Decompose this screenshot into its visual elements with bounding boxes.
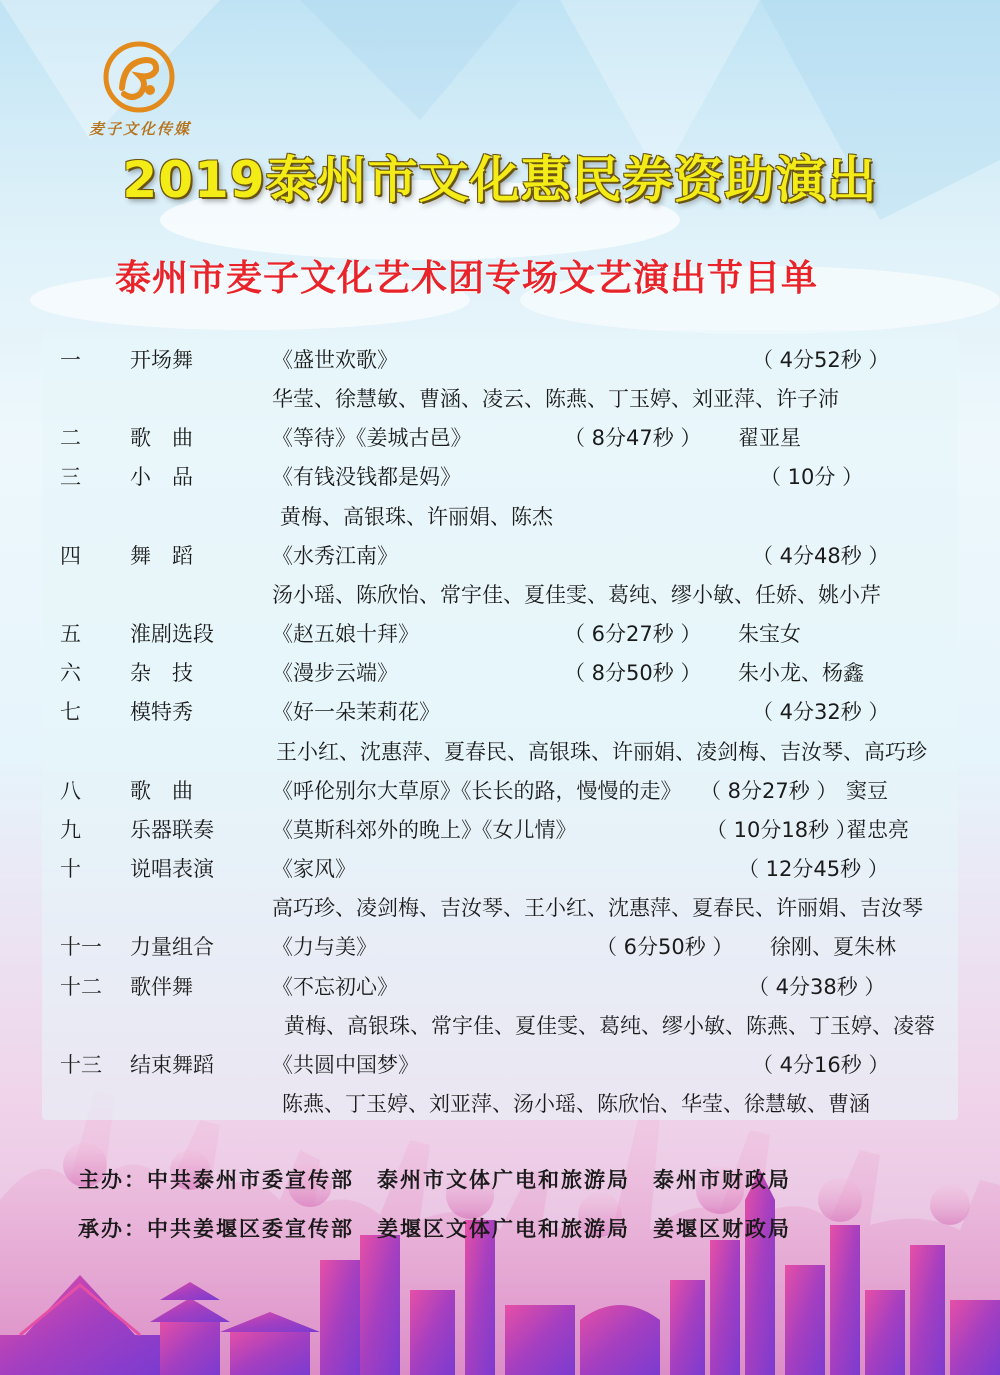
program-item bbox=[0, 692, 1000, 732]
item-number: 九 bbox=[60, 818, 81, 842]
item-title: 《漫步云端》 bbox=[272, 661, 398, 685]
item-title: 《不忘初心》 bbox=[272, 975, 398, 999]
item-title: 《有钱没钱都是妈》 bbox=[272, 465, 461, 489]
item-duration: （ 10分18秒 ） bbox=[706, 818, 857, 842]
item-performers-row bbox=[0, 1006, 1000, 1046]
item-title: 《水秀江南》 bbox=[272, 544, 398, 568]
logo-text: 麦子文化传媒 bbox=[88, 120, 191, 138]
item-duration: （ 10分 ） bbox=[760, 465, 864, 489]
item-title: 《等待》《姜城古邑》 bbox=[272, 426, 472, 450]
item-type: 淮剧选段 bbox=[130, 622, 214, 646]
program-item bbox=[0, 849, 1000, 889]
item-title: 《呼伦别尔大草原》《长长的路，慢慢的走》 bbox=[272, 779, 682, 803]
item-performers: 陈燕、丁玉婷、刘亚萍、汤小瑶、陈欣怡、华莹、徐慧敏、曹涵 bbox=[282, 1092, 870, 1116]
item-type: 结束舞蹈 bbox=[130, 1053, 214, 1077]
item-performers-row bbox=[0, 888, 1000, 928]
item-performers: 黄梅、高银珠、许丽娟、陈杰 bbox=[280, 505, 553, 529]
item-number: 八 bbox=[60, 779, 81, 803]
item-type: 乐器联奏 bbox=[130, 818, 214, 842]
item-number: 十一 bbox=[60, 935, 102, 959]
item-performers: 翟忠亮 bbox=[846, 818, 909, 842]
item-performers-row bbox=[0, 497, 1000, 537]
item-duration: （ 4分16秒 ） bbox=[752, 1053, 890, 1077]
item-duration: （ 12分45秒 ） bbox=[738, 857, 889, 881]
item-performers: 黄梅、高银珠、常宇佳、夏佳雯、葛纯、缪小敏、陈燕、丁玉婷、凌蓉 bbox=[284, 1014, 935, 1038]
item-type: 说唱表演 bbox=[130, 857, 214, 881]
item-title: 《赵五娘十拜》 bbox=[272, 622, 419, 646]
item-duration: （ 6分50秒 ） bbox=[596, 935, 734, 959]
program-item bbox=[0, 1045, 1000, 1085]
item-performers: 汤小瑶、陈欣怡、常宇佳、夏佳雯、葛纯、缪小敏、任娇、姚小芹 bbox=[272, 583, 881, 607]
item-duration: （ 6分27秒 ） bbox=[564, 622, 702, 646]
item-number: 十 bbox=[60, 857, 81, 881]
program-item bbox=[0, 340, 1000, 380]
item-performers: 朱宝女 bbox=[738, 622, 801, 646]
program-item bbox=[0, 653, 1000, 693]
cctv-tower bbox=[320, 1260, 360, 1375]
item-type: 舞 蹈 bbox=[130, 544, 193, 568]
item-type: 小 品 bbox=[130, 465, 193, 489]
program-item bbox=[0, 771, 1000, 811]
program-item bbox=[0, 536, 1000, 576]
swirl-logo-icon bbox=[102, 40, 176, 114]
page-title: 2019泰州市文化惠民券资助演出 bbox=[122, 151, 878, 209]
item-duration: （ 4分48秒 ） bbox=[752, 544, 890, 568]
item-title: 《莫斯科郊外的晚上》《女儿情》 bbox=[272, 818, 577, 842]
item-performers: 华莹、徐慧敏、曹涵、凌云、陈燕、丁玉婷、刘亚萍、许子沛 bbox=[272, 387, 839, 411]
item-title: 《力与美》 bbox=[272, 935, 377, 959]
item-performers: 朱小龙、杨鑫 bbox=[738, 661, 864, 685]
item-duration: （ 8分47秒 ） bbox=[564, 426, 702, 450]
item-title: 《好一朵茉莉花》 bbox=[272, 700, 440, 724]
item-performers: 翟亚星 bbox=[738, 426, 801, 450]
item-performers: 窦豆 bbox=[846, 779, 888, 803]
pagoda-base bbox=[160, 1320, 220, 1375]
item-type: 歌 曲 bbox=[130, 779, 193, 803]
item-performers: 徐刚、夏朱林 bbox=[770, 935, 896, 959]
spire-tower bbox=[745, 1170, 775, 1375]
page-subtitle: 泰州市麦子文化艺术团专场文艺演出节目单 bbox=[115, 258, 819, 299]
item-duration: （ 4分32秒 ） bbox=[752, 700, 890, 724]
item-duration: （ 8分50秒 ） bbox=[564, 661, 702, 685]
item-performers-row bbox=[0, 1084, 1000, 1124]
item-number: 四 bbox=[60, 544, 81, 568]
program-item bbox=[0, 810, 1000, 850]
item-type: 模特秀 bbox=[130, 700, 193, 724]
item-number: 七 bbox=[60, 700, 81, 724]
item-duration: （ 8分27秒 ） bbox=[700, 779, 838, 803]
logo bbox=[80, 40, 200, 150]
item-type: 力量组合 bbox=[130, 935, 214, 959]
host-organizers: 主办：中共泰州市委宣传部 泰州市文体广电和旅游局 泰州市财政局 bbox=[78, 1168, 791, 1192]
item-number: 六 bbox=[60, 661, 81, 685]
item-title: 《盛世欢歌》 bbox=[272, 348, 398, 372]
item-number: 五 bbox=[60, 622, 81, 646]
program-item bbox=[0, 614, 1000, 654]
item-number: 二 bbox=[60, 426, 81, 450]
program-item bbox=[0, 967, 1000, 1007]
item-number: 三 bbox=[60, 465, 81, 489]
item-performers: 高巧珍、凌剑梅、吉汝琴、王小红、沈惠萍、夏春民、许丽娟、吉汝琴 bbox=[272, 896, 923, 920]
item-duration: （ 4分52秒 ） bbox=[752, 348, 890, 372]
item-performers: 王小红、沈惠萍、夏春民、高银珠、许丽娟、凌剑梅、吉汝琴、高巧珍 bbox=[276, 740, 927, 764]
item-type: 开场舞 bbox=[130, 348, 193, 372]
item-number: 十三 bbox=[60, 1053, 102, 1077]
item-type: 歌伴舞 bbox=[130, 975, 193, 999]
dome bbox=[580, 1305, 660, 1375]
item-duration: （ 4分38秒 ） bbox=[748, 975, 886, 999]
undertaker-organizers: 承办：中共姜堰区委宣传部 姜堰区文体广电和旅游局 姜堰区财政局 bbox=[78, 1217, 791, 1241]
item-number: 十二 bbox=[60, 975, 102, 999]
item-performers-row bbox=[0, 575, 1000, 615]
item-type: 杂 技 bbox=[130, 661, 193, 685]
item-title: 《家风》 bbox=[272, 857, 356, 881]
item-number: 一 bbox=[60, 348, 81, 372]
item-title: 《共圆中国梦》 bbox=[272, 1053, 419, 1077]
program-item bbox=[0, 457, 1000, 497]
item-type: 歌 曲 bbox=[130, 426, 193, 450]
program-item bbox=[0, 927, 1000, 967]
item-performers-row bbox=[0, 732, 1000, 772]
program-item bbox=[0, 418, 1000, 458]
item-performers-row bbox=[0, 379, 1000, 419]
